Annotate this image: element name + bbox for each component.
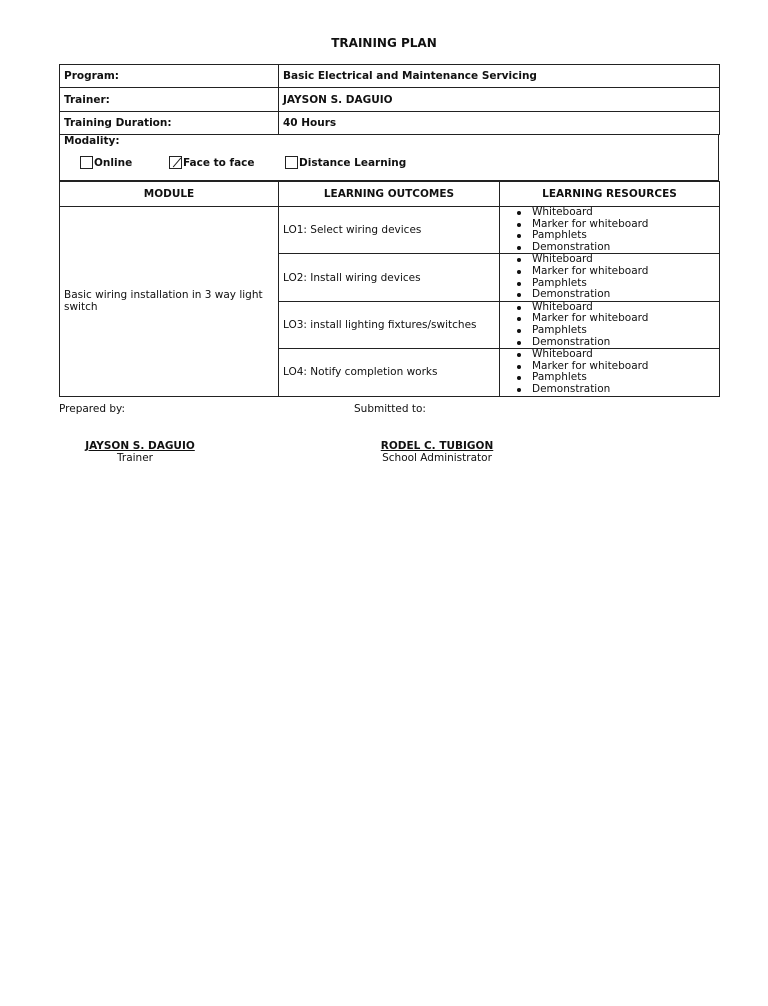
- list-item: Whiteboard: [514, 207, 719, 219]
- header-learning-resources: LEARNING RESOURCES: [500, 182, 720, 207]
- header-learning-outcomes: LEARNING OUTCOMES: [279, 182, 500, 207]
- online-label: Online: [94, 156, 133, 169]
- module-table: [59, 181, 720, 397]
- header-module: MODULE: [60, 182, 279, 207]
- list-item: Marker for whiteboard: [514, 313, 719, 325]
- prepared-by-name: JAYSON S. DAGUIO: [85, 440, 195, 452]
- submitted-to-label: Submitted to:: [354, 403, 426, 415]
- modality-option-distance-learning[interactable]: [285, 156, 406, 169]
- list-item: Demonstration: [514, 384, 719, 396]
- list-item: Demonstration: [514, 289, 719, 301]
- module-table-header: [60, 182, 720, 207]
- list-item: Pamphlets: [514, 230, 719, 242]
- submitted-to-role: School Administrator: [382, 452, 492, 464]
- list-item: Whiteboard: [514, 254, 719, 266]
- online-checkbox[interactable]: [80, 156, 93, 169]
- module-cell: Basic wiring installation in 3 way light switch: [60, 207, 279, 397]
- document-title: TRAINING PLAN: [331, 36, 437, 50]
- modality-option-online[interactable]: [80, 156, 132, 169]
- plan-info-table: [59, 64, 720, 135]
- trainer-value: JAYSON S. DAGUIO: [279, 88, 720, 112]
- face-to-face-label: Face to face: [183, 156, 255, 169]
- resources-cell: [500, 301, 720, 348]
- duration-row: [60, 112, 720, 135]
- list-item: Whiteboard: [514, 302, 719, 314]
- resource-list: [514, 254, 719, 300]
- distance-learning-label: Distance Learning: [299, 156, 407, 169]
- list-item: Demonstration: [514, 242, 719, 254]
- trainer-row: [60, 88, 720, 112]
- list-item: Marker for whiteboard: [514, 266, 719, 278]
- list-item: Demonstration: [514, 337, 719, 349]
- resource-list: [514, 302, 719, 348]
- list-item: Marker for whiteboard: [514, 361, 719, 373]
- resources-cell: [500, 207, 720, 254]
- duration-value: 40 Hours: [279, 112, 720, 135]
- face-to-face-checkbox[interactable]: [169, 156, 182, 169]
- outcome-cell: LO2: Install wiring devices: [279, 254, 500, 301]
- resource-list: [514, 207, 719, 253]
- trainer-label: Trainer:: [60, 88, 279, 112]
- list-item: Pamphlets: [514, 325, 719, 337]
- outcome-cell: LO3: install lighting fixtures/switches: [279, 301, 500, 348]
- list-item: Pamphlets: [514, 372, 719, 384]
- prepared-by-label: Prepared by:: [59, 403, 125, 415]
- table-row: [60, 207, 720, 254]
- program-value: Basic Electrical and Maintenance Servicing: [279, 65, 720, 88]
- submitted-to-name: RODEL C. TUBIGON: [380, 440, 494, 452]
- prepared-by-role: Trainer: [117, 452, 153, 464]
- modality-section: [59, 134, 719, 181]
- modality-label: Modality:: [64, 135, 120, 147]
- resources-cell: [500, 349, 720, 396]
- list-item: Whiteboard: [514, 349, 719, 361]
- program-row: [60, 65, 720, 88]
- modality-option-face-to-face[interactable]: [169, 156, 255, 169]
- program-label: Program:: [60, 65, 279, 88]
- distance-learning-checkbox[interactable]: [285, 156, 298, 169]
- resources-cell: [500, 254, 720, 301]
- list-item: Pamphlets: [514, 278, 719, 290]
- outcome-cell: LO4: Notify completion works: [279, 349, 500, 396]
- list-item: Marker for whiteboard: [514, 219, 719, 231]
- resource-list: [514, 349, 719, 395]
- outcome-cell: LO1: Select wiring devices: [279, 207, 500, 254]
- duration-label: Training Duration:: [60, 112, 279, 135]
